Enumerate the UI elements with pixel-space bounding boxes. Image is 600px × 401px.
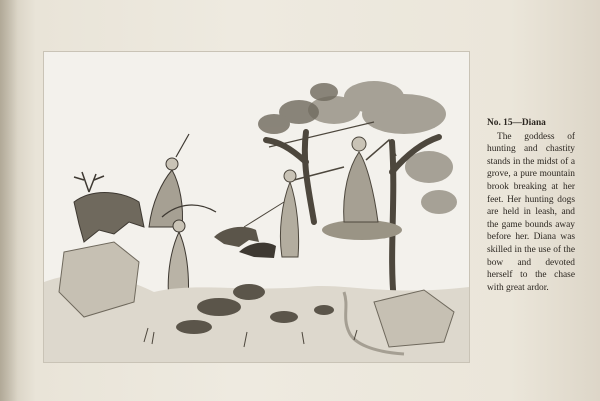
diana-engraving [44, 52, 469, 362]
caption-title: No. 15—Diana [487, 118, 546, 128]
plate-caption [487, 117, 575, 294]
page-gutter-shadow [0, 0, 18, 401]
diana-illustration-plate [44, 52, 469, 362]
caption-body: The goddess of hunting and chastity stands in the midst of a grove, a pure mountain brook breaking at her feet. Her hunting dogs are held in leash, and the game bounds away before her. Diana was skilled in the use of the bow and devoted herself to the chase with great ardor. [487, 131, 575, 293]
